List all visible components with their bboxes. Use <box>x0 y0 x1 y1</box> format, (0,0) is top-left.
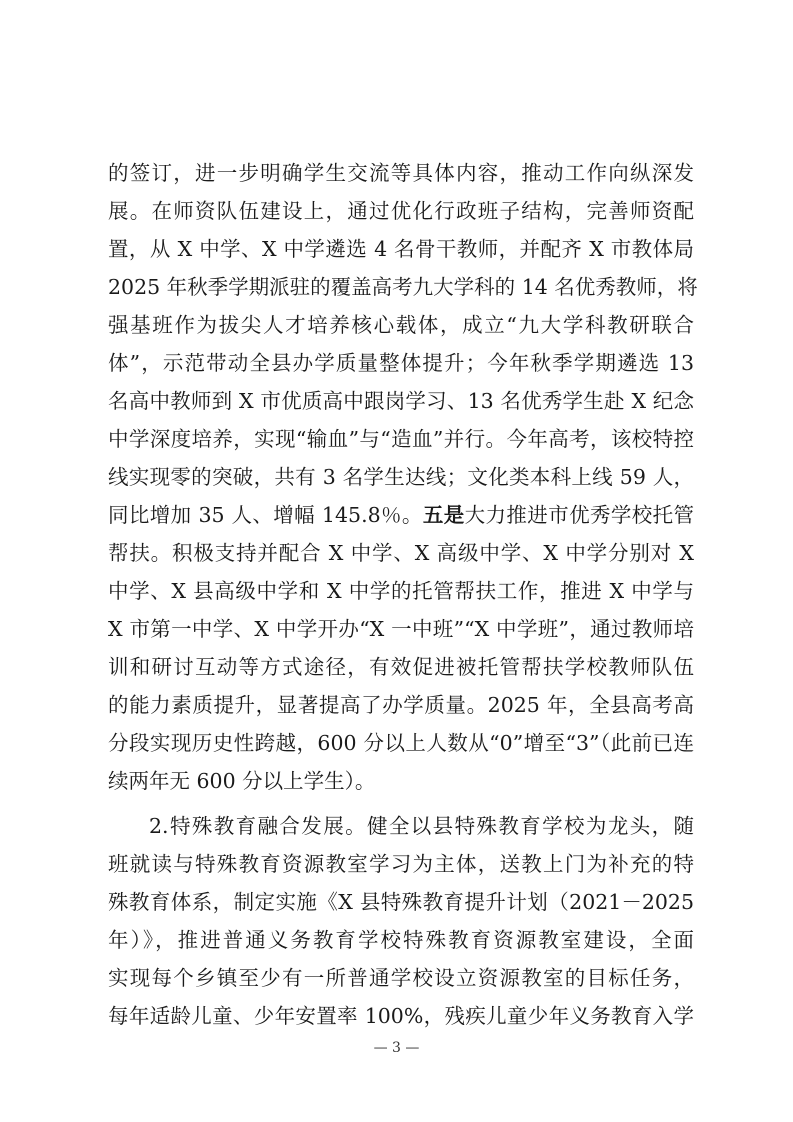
text-line: 强基班作为拔尖人才培养核心载体，成立“九大学科教研联合 <box>108 313 694 337</box>
text-line: 的签订，进一步明确学生交流等具体内容，推动工作向纵深发 <box>108 161 694 185</box>
text-line: 体”，示范带动全县办学质量整体提升；今年秋季学期遴选 13 <box>108 351 694 375</box>
text-line: X 市第一中学、X 中学开办“X 一中班”“X 中学班”，通过教师培 <box>108 617 694 641</box>
line-rest: 大力推进市优秀学校托管 <box>464 503 695 527</box>
text-line: 展。在师资队伍建设上，通过优化行政班子结构，完善师资配 <box>108 199 694 223</box>
text-line: 每年适龄儿童、少年安置率 100%，残疾儿童少年义务教育入学 <box>108 1004 694 1028</box>
text-line: 2025 年秋季学期派驻的覆盖高考九大学科的 14 名优秀教师，将 <box>108 275 698 299</box>
text-line: 中学深度培养，实现“输血”与“造血”并行。今年高考，该校特控 <box>108 427 694 451</box>
text-line: 实现每个乡镇至少有一所普通学校设立资源教室的目标任务， <box>108 966 694 990</box>
text-line: 名高中教师到 X 市优质高中跟岗学习、13 名优秀学生赴 X 纪念 <box>108 389 694 413</box>
text-line: 训和研讨互动等方式途径，有效促进被托管帮扶学校教师队伍 <box>108 655 694 679</box>
text-line: 续两年无 600 分以上学生）。 <box>108 769 376 793</box>
text-line: 分段实现历史性跨越，600 分以上人数从“0”增至“3”（此前已连 <box>108 731 694 755</box>
text-line: 年）》，推进普通义务教育学校特殊教育资源教室建设，全面 <box>108 928 694 952</box>
text-line: 中学、X 县高级中学和 X 中学的托管帮扶工作，推进 X 中学与 <box>108 579 694 603</box>
text-line: 班就读与特殊教育资源教室学习为主体，送教上门为补充的特 <box>108 852 694 876</box>
line-prefix: 同比增加 35 人、增幅 145.8％。 <box>108 503 423 527</box>
text-line: 帮扶。积极支持并配合 X 中学、X 高级中学、X 中学分别对 X <box>108 541 694 565</box>
page-number: — 3 — <box>373 1040 420 1056</box>
section-heading-line: 2.特殊教育融合发展。健全以县特殊教育学校为龙头，随 <box>149 814 694 838</box>
text-line: 的能力素质提升，显著提高了办学质量。2025 年，全县高考高 <box>108 693 694 717</box>
text-line: 线实现零的突破，共有 3 名学生达线；文化类本科上线 59 人， <box>108 465 694 489</box>
text-line: 置，从 X 中学、X 中学遴选 4 名骨干教师，并配齐 X 市教体局 <box>108 237 694 261</box>
text-line: 殊教育体系，制定实施《X 县特殊教育提升计划（2021－2025 <box>108 890 694 914</box>
text-line-with-bold <box>108 497 694 533</box>
bold-marker: 五是 <box>422 503 465 527</box>
